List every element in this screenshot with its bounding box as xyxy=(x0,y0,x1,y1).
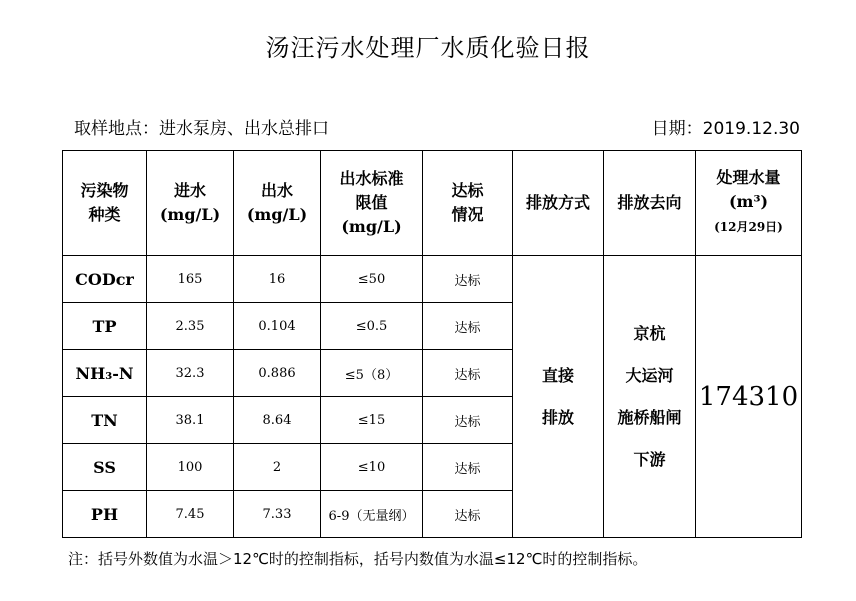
header-volume-date: (12月29日) xyxy=(714,220,783,234)
header-compliance xyxy=(423,151,513,256)
status-cell: 达标 xyxy=(423,303,513,350)
status-cell: 达标 xyxy=(423,491,513,538)
header-outflow-line1: 出水 xyxy=(260,181,293,200)
pollutant-cell: SS xyxy=(63,444,147,491)
header-inflow-unit: (mg/L) xyxy=(159,205,221,224)
header-row xyxy=(63,151,802,256)
header-compliance-line2: 情况 xyxy=(451,205,484,224)
pollutant-cell: CODcr xyxy=(63,256,147,303)
header-limit-unit: (mg/L) xyxy=(341,217,402,236)
report-title: 汤汪污水处理厂水质化验日报 xyxy=(265,34,591,62)
status-cell: 达标 xyxy=(423,397,513,444)
limit-cell: ≤5（8） xyxy=(321,350,423,397)
header-discharge-method: 排放方式 xyxy=(513,151,604,256)
limit-cell: ≤50 xyxy=(321,256,423,303)
footnote: 注：括号外数值为水温＞12℃时的控制指标，括号内数值为水温≤12℃时的控制指标。 xyxy=(68,550,648,568)
header-volume-line1: 处理水量 xyxy=(716,168,781,187)
header-limit xyxy=(321,151,423,256)
header-outflow xyxy=(234,151,321,256)
discharge-direction-line3: 施桥船闸 xyxy=(617,407,682,427)
pollutant-cell: TP xyxy=(63,303,147,350)
sampling-location: 取样地点：进水泵房、出水总排口 xyxy=(74,119,329,139)
limit-cell: 6-9（无量纲） xyxy=(321,491,423,538)
discharge-direction-line4: 下游 xyxy=(633,449,666,469)
header-inflow-line1: 进水 xyxy=(173,181,206,200)
header-volume xyxy=(696,151,802,256)
header-limit-line2: 限值 xyxy=(355,193,388,212)
inflow-cell: 7.45 xyxy=(147,491,234,538)
outflow-cell: 7.33 xyxy=(234,491,321,538)
status-cell: 达标 xyxy=(423,350,513,397)
report-date: 日期：2019.12.30 xyxy=(651,119,800,139)
inflow-cell: 32.3 xyxy=(147,350,234,397)
outflow-cell: 2 xyxy=(234,444,321,491)
header-limit-line1: 出水标准 xyxy=(339,169,404,188)
status-cell: 达标 xyxy=(423,256,513,303)
header-pollutant-line1: 污染物 xyxy=(80,181,129,200)
pollutant-cell: TN xyxy=(63,397,147,444)
discharge-direction-line1: 京杭 xyxy=(633,323,666,343)
pollutant-cell: PH xyxy=(63,491,147,538)
header-discharge-direction: 排放去向 xyxy=(604,151,696,256)
header-pollutant xyxy=(63,151,147,256)
inflow-cell: 2.35 xyxy=(147,303,234,350)
outflow-cell: 0.886 xyxy=(234,350,321,397)
discharge-method-line1: 直接 xyxy=(541,365,574,385)
header-inflow xyxy=(147,151,234,256)
discharge-method-line2: 排放 xyxy=(541,407,574,427)
header-pollutant-line2: 种类 xyxy=(88,205,121,224)
limit-cell: ≤0.5 xyxy=(321,303,423,350)
outflow-cell: 16 xyxy=(234,256,321,303)
limit-cell: ≤10 xyxy=(321,444,423,491)
pollutant-cell: NH₃-N xyxy=(63,350,147,397)
inflow-cell: 100 xyxy=(147,444,234,491)
table-row xyxy=(63,256,802,303)
discharge-direction-cell xyxy=(604,256,696,538)
water-quality-table xyxy=(62,150,802,538)
discharge-method-cell xyxy=(513,256,604,538)
header-outflow-unit: (mg/L) xyxy=(246,205,308,224)
inflow-cell: 38.1 xyxy=(147,397,234,444)
header-compliance-line1: 达标 xyxy=(451,181,484,200)
treated-volume-cell: 174310 xyxy=(696,256,802,538)
limit-cell: ≤15 xyxy=(321,397,423,444)
status-cell: 达标 xyxy=(423,444,513,491)
outflow-cell: 8.64 xyxy=(234,397,321,444)
discharge-direction-line2: 大运河 xyxy=(625,365,674,385)
outflow-cell: 0.104 xyxy=(234,303,321,350)
header-volume-unit: (m³) xyxy=(728,192,769,211)
inflow-cell: 165 xyxy=(147,256,234,303)
